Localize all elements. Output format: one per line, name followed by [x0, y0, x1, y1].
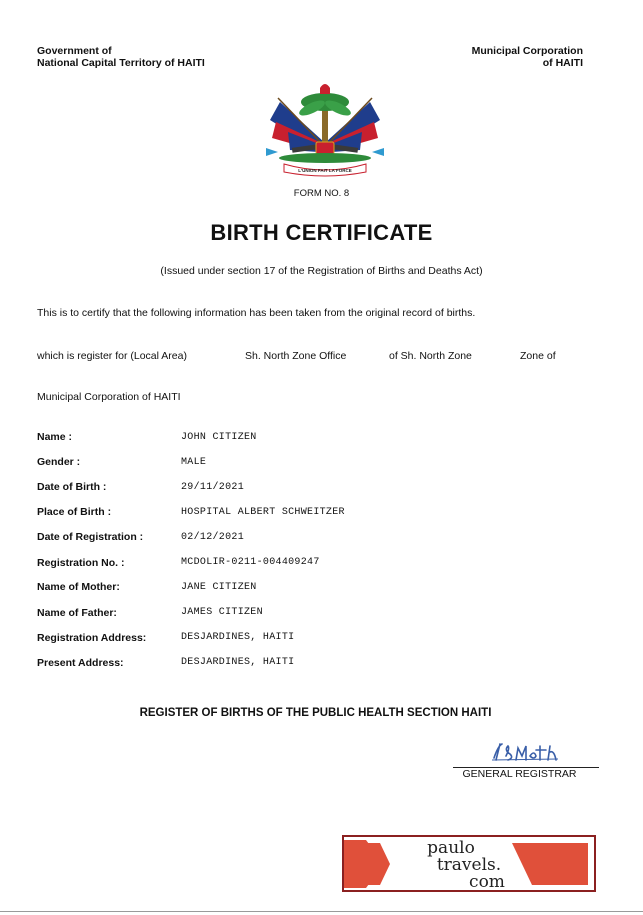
field-value-mother: JANE CITIZEN	[181, 582, 257, 593]
field-label-mother: Name of Mother:	[37, 581, 120, 593]
field-label-gender: Gender :	[37, 456, 81, 468]
registrar-signature	[490, 740, 562, 764]
field-label-name: Name :	[37, 431, 73, 443]
field-label-date-of-registration: Date of Registration :	[37, 531, 144, 543]
watermark-text	[344, 840, 594, 891]
issued-under-text: (Issued under section 17 of the Registration of Births and Deaths Act)	[160, 265, 483, 277]
field-value-date-of-registration: 02/12/2021	[181, 532, 245, 543]
local-area-zone: of Sh. North Zone	[389, 350, 472, 362]
field-value-father: JAMES CITIZEN	[181, 607, 263, 618]
watermark-line1: paulo	[427, 838, 475, 858]
field-value-registration-no: MCDOLIR-0211-004409247	[181, 557, 320, 568]
general-registrar-label: GENERAL REGISTRAR	[462, 768, 577, 780]
field-label-registration-no: Registration No. :	[37, 557, 125, 569]
field-value-date-of-birth: 29/11/2021	[181, 482, 245, 493]
field-label-father: Name of Father:	[37, 607, 117, 619]
field-label-date-of-birth: Date of Birth :	[37, 481, 107, 493]
header-left-line2: National Capital Territory of HAITI	[37, 57, 205, 69]
emblem-motto: L'UNION FAIT LA FORCE	[298, 168, 352, 173]
local-area-office: Sh. North Zone Office	[245, 350, 347, 362]
field-label-registration-address: Registration Address:	[37, 632, 147, 644]
field-value-gender: MALE	[181, 457, 207, 468]
certify-text: This is to certify that the following information has been taken from the original record of births.	[37, 307, 476, 319]
local-area-zone-of: Zone of	[520, 350, 556, 362]
field-label-present-address: Present Address:	[37, 657, 124, 669]
header-left-line1: Government of	[37, 45, 112, 57]
header-right-line1: Municipal Corporation	[471, 45, 583, 57]
local-area-prefix: which is register for (Local Area)	[37, 350, 187, 362]
header-right	[472, 45, 583, 69]
page-title: BIRTH CERTIFICATE	[210, 220, 433, 245]
form-number: FORM NO. 8	[293, 188, 350, 199]
bottom-rule	[0, 911, 643, 912]
municipal-line: Municipal Corporation of HAITI	[37, 391, 181, 403]
paulo-travels-watermark-logo	[342, 835, 596, 892]
field-value-place-of-birth: HOSPITAL ALBERT SCHWEITZER	[181, 507, 345, 518]
field-value-present-address: DESJARDINES, HAITI	[181, 657, 295, 668]
header-left	[37, 45, 205, 69]
watermark-line2: travels.	[436, 855, 502, 875]
haiti-coat-of-arms-emblem	[262, 80, 388, 178]
field-value-name: JOHN CITIZEN	[181, 432, 257, 443]
register-of-births-heading: REGISTER OF BIRTHS OF THE PUBLIC HEALTH SECTION HAITI	[139, 707, 492, 719]
watermark-line3: com	[469, 872, 505, 892]
field-label-place-of-birth: Place of Birth :	[37, 506, 112, 518]
field-value-registration-address: DESJARDINES, HAITI	[181, 632, 295, 643]
header-right-line2: of HAITI	[542, 57, 583, 69]
